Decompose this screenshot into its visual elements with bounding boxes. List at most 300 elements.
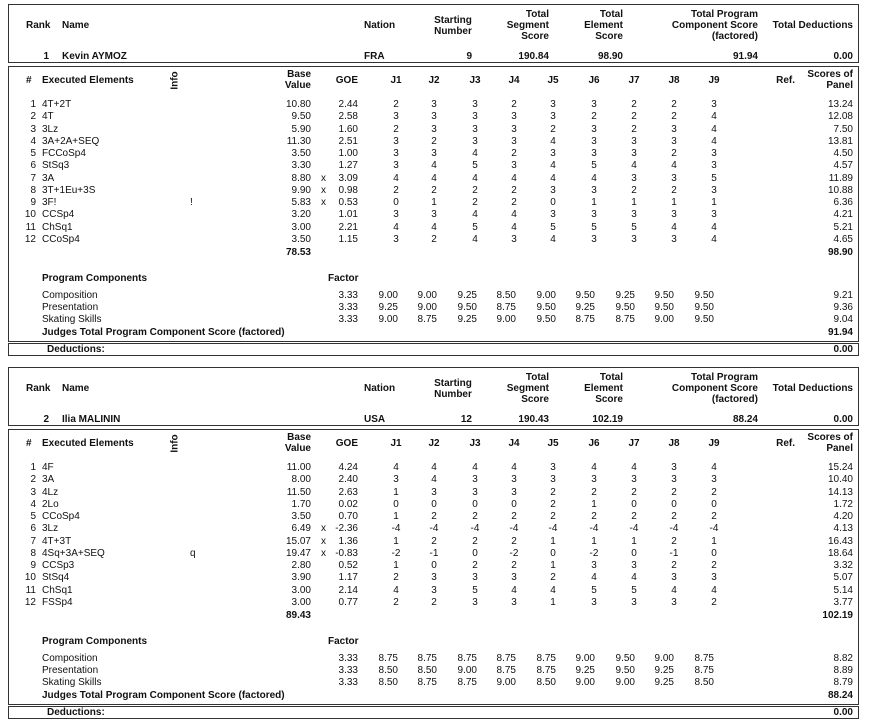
element-base-value: 3.20 — [291, 209, 311, 221]
pcs-total: 88.24 — [827, 690, 853, 701]
judge-goe: 3 — [472, 135, 478, 147]
element-name: FSSp4 — [42, 596, 73, 608]
pcs-header: (factored) — [711, 394, 758, 405]
component-mark: 8.75 — [694, 665, 714, 677]
judge-goe: 0 — [631, 498, 637, 510]
element-base-value: 3.30 — [291, 160, 311, 172]
rank-header: Rank — [26, 20, 51, 31]
pcs-header: Component Score — [671, 20, 758, 31]
element-name: FCCoSp4 — [42, 148, 86, 159]
element-number: 8 — [30, 547, 36, 559]
judge-goe: 5 — [591, 221, 597, 233]
judge-goe: 2 — [671, 560, 677, 571]
judge-goe: 3 — [393, 160, 399, 172]
element-base-value: 2.80 — [291, 560, 311, 571]
judge-goe: 4 — [393, 221, 399, 233]
element-number: 12 — [24, 233, 36, 245]
judge-goe: 4 — [511, 221, 517, 233]
judge-goe: 3 — [711, 99, 717, 110]
element-name: CCSp4 — [42, 209, 75, 221]
element-number: 5 — [30, 511, 36, 522]
element-goe: -2.36 — [335, 523, 358, 535]
judge-goe: 2 — [711, 511, 717, 522]
judge-goe: 3 — [511, 111, 517, 123]
judge-goe: 3 — [631, 596, 637, 608]
component-factor: 3.33 — [338, 302, 358, 314]
judge-goe: 5 — [591, 584, 597, 596]
judge-goe: 2 — [393, 123, 399, 135]
judge-goe: 3 — [711, 572, 717, 584]
judge-goe: 0 — [511, 498, 517, 510]
judge-goe: 4 — [671, 584, 677, 596]
component-factor: 3.33 — [338, 314, 358, 326]
element-name: 3Lz — [42, 523, 59, 535]
judge-goe: 3 — [631, 474, 637, 486]
base-value-header: Value — [284, 80, 311, 91]
judge-header: J5 — [547, 438, 559, 449]
rank-header: Rank — [26, 383, 51, 394]
name-header: Name — [62, 20, 90, 31]
component-mark: 9.00 — [654, 653, 674, 664]
element-name: CCSp3 — [42, 560, 75, 571]
starting-number-value: 9 — [466, 51, 472, 62]
judge-goe: 0 — [472, 498, 478, 510]
total-deductions-header: Total Deductions — [772, 20, 853, 31]
judge-goe: 3 — [431, 486, 437, 498]
element-number: 8 — [30, 184, 36, 196]
component-mark: 9.00 — [417, 302, 437, 314]
element-score: 7.50 — [833, 123, 853, 135]
judge-goe: 5 — [591, 160, 597, 172]
judge-goe: 3 — [431, 572, 437, 584]
judge-goe: 3 — [591, 148, 597, 159]
judge-goe: 3 — [511, 160, 517, 172]
judge-goe: 3 — [711, 148, 717, 159]
element-goe: 0.02 — [338, 498, 358, 510]
judge-goe: 3 — [511, 233, 517, 245]
goe-header: GOE — [335, 75, 358, 86]
judge-goe: 5 — [472, 584, 478, 596]
judge-goe: 4 — [511, 462, 517, 473]
judge-goe: 3 — [472, 486, 478, 498]
starting-number-header: Number — [434, 26, 472, 37]
judge-goe: 2 — [511, 148, 517, 159]
element-goe: 2.44 — [338, 99, 358, 110]
judge-header: J6 — [588, 438, 600, 449]
element-goe: 2.14 — [338, 584, 358, 596]
judge-goe: 3 — [431, 209, 437, 221]
judge-goe: 2 — [711, 560, 717, 571]
judge-goe: 3 — [511, 596, 517, 608]
judge-goe: 4 — [472, 172, 478, 184]
judge-goe: 3 — [671, 123, 677, 135]
component-mark: 9.50 — [654, 302, 674, 314]
judge-goe: 1 — [711, 535, 717, 547]
judge-goe: 4 — [631, 160, 637, 172]
component-mark: 9.50 — [536, 314, 556, 326]
component-mark: 8.75 — [417, 314, 437, 326]
judge-goe: 5 — [631, 221, 637, 233]
judge-goe: 2 — [711, 596, 717, 608]
component-mark: 9.50 — [615, 665, 635, 677]
component-mark: 8.75 — [694, 653, 714, 664]
nation-header: Nation — [364, 20, 396, 31]
judge-header: J4 — [508, 75, 520, 86]
component-factor: 3.33 — [338, 677, 358, 689]
base-value-header: Base — [287, 69, 311, 80]
judge-goe: 4 — [631, 572, 637, 584]
element-goe: 2.58 — [338, 111, 358, 123]
judge-goe: 0 — [393, 498, 399, 510]
judge-goe: 3 — [511, 135, 517, 147]
executed-elements-header: Executed Elements — [42, 438, 134, 449]
judge-header: J7 — [628, 75, 640, 86]
judge-goe: 2 — [472, 535, 478, 547]
deductions-label: Deductions: — [47, 707, 105, 718]
element-score: 4.50 — [833, 148, 853, 159]
component-mark: 9.50 — [615, 302, 635, 314]
judge-goe: 2 — [631, 123, 637, 135]
judge-goe: 0 — [711, 547, 717, 559]
name-header: Name — [62, 383, 90, 394]
element-number: 5 — [30, 148, 36, 159]
element-goe: 2.51 — [338, 135, 358, 147]
judge-goe: 2 — [472, 560, 478, 571]
element-number: 10 — [24, 572, 36, 584]
judge-goe: 4 — [671, 221, 677, 233]
ref-header: Ref. — [776, 75, 795, 86]
judge-goe: 3 — [631, 135, 637, 147]
judge-goe: 2 — [393, 596, 399, 608]
element-name: ChSq1 — [42, 584, 73, 596]
judge-goe: 5 — [472, 160, 478, 172]
judge-goe: 1 — [393, 511, 399, 522]
judge-goe: 1 — [393, 486, 399, 498]
element-goe: 3.09 — [338, 172, 358, 184]
element-name: 3T+1Eu+3S — [42, 184, 96, 196]
judge-goe: 4 — [511, 209, 517, 221]
rank-value: 2 — [43, 414, 49, 425]
judge-goe: 4 — [431, 172, 437, 184]
skater-name: Ilia MALININ — [62, 414, 121, 425]
element-score: 10.40 — [827, 474, 853, 486]
judge-goe: 2 — [671, 148, 677, 159]
judge-goe: 3 — [631, 172, 637, 184]
element-score: 14.13 — [827, 486, 853, 498]
judge-goe: 2 — [472, 511, 478, 522]
tes-value: 98.90 — [597, 51, 623, 62]
element-goe: 1.17 — [338, 572, 358, 584]
judge-goe: 3 — [550, 111, 556, 123]
info-header: Info — [169, 434, 181, 453]
element-number: 3 — [30, 123, 36, 135]
judge-goe: 3 — [472, 99, 478, 110]
judge-header: J9 — [708, 438, 720, 449]
element-number: 2 — [30, 474, 36, 486]
factor-header: Factor — [328, 273, 359, 284]
base-value-total: 89.43 — [285, 610, 311, 621]
component-mark: 9.00 — [417, 290, 437, 301]
component-mark: 9.00 — [496, 677, 516, 689]
element-name: StSq4 — [42, 572, 70, 584]
judge-goe: 3 — [591, 123, 597, 135]
judge-goe: 0 — [431, 498, 437, 510]
judge-goe: 3 — [671, 596, 677, 608]
pcs-value: 91.94 — [732, 51, 758, 62]
judge-goe: 3 — [550, 462, 556, 473]
judge-goe: 1 — [591, 498, 597, 510]
component-mark: 9.00 — [457, 665, 477, 677]
component-mark: 9.50 — [694, 314, 714, 326]
judge-goe: 3 — [711, 184, 717, 196]
element-goe: 1.60 — [338, 123, 358, 135]
deductions-box — [8, 343, 859, 356]
judge-goe: 0 — [393, 197, 399, 208]
tes-total: 98.90 — [827, 247, 853, 258]
num-header: # — [26, 438, 32, 449]
info-header: Info — [169, 71, 181, 90]
component-score: 9.04 — [833, 314, 853, 326]
deductions-total: 0.00 — [833, 707, 853, 718]
judge-goe: 3 — [393, 233, 399, 245]
judge-goe: 2 — [631, 486, 637, 498]
judge-goe: 4 — [631, 462, 637, 473]
judge-goe: 3 — [591, 99, 597, 110]
element-base-value: 3.00 — [291, 221, 311, 233]
element-score: 4.65 — [833, 233, 853, 245]
element-goe: 1.15 — [338, 233, 358, 245]
judge-goe: 4 — [591, 462, 597, 473]
component-mark: 8.50 — [536, 677, 556, 689]
judge-goe: 3 — [591, 596, 597, 608]
judge-header: J4 — [508, 438, 520, 449]
judge-header: J6 — [588, 75, 600, 86]
judge-goe: 3 — [431, 99, 437, 110]
element-score: 10.88 — [827, 184, 853, 196]
judge-goe: 2 — [550, 572, 556, 584]
judge-goe: 2 — [511, 99, 517, 110]
element-x-marker: x — [321, 523, 326, 535]
judge-goe: 3 — [393, 209, 399, 221]
judge-goe: -2 — [391, 547, 401, 559]
tss-value: 190.84 — [518, 51, 549, 62]
element-x-marker: x — [321, 197, 326, 208]
judge-goe: 4 — [511, 584, 517, 596]
judge-goe: -4 — [589, 523, 599, 535]
judge-goe: 2 — [631, 184, 637, 196]
judge-goe: 3 — [511, 486, 517, 498]
element-score: 1.72 — [833, 498, 853, 510]
element-number: 4 — [30, 135, 36, 147]
component-mark: 9.50 — [457, 302, 477, 314]
judge-goe: 2 — [511, 184, 517, 196]
component-mark: 9.00 — [575, 677, 595, 689]
judge-goe: -4 — [391, 523, 401, 535]
element-base-value: 3.50 — [291, 511, 311, 522]
element-name: 4T+2T — [42, 99, 72, 110]
judge-goe: 3 — [511, 474, 517, 486]
element-base-value: 3.50 — [291, 233, 311, 245]
component-mark: 9.25 — [378, 302, 398, 314]
scores-of-panel-header: Scores of — [807, 432, 853, 443]
judge-goe: 2 — [631, 111, 637, 123]
component-mark: 8.75 — [615, 314, 635, 326]
factor-header: Factor — [328, 636, 359, 647]
element-score: 13.81 — [827, 135, 853, 147]
element-name: 4Sq+3A+SEQ — [42, 547, 105, 559]
judge-goe: 2 — [671, 184, 677, 196]
judge-goe: 4 — [671, 160, 677, 172]
judge-goe: 3 — [711, 160, 717, 172]
tes-header: Score — [595, 31, 623, 42]
judge-goe: 4 — [550, 160, 556, 172]
judge-goe: 3 — [472, 474, 478, 486]
element-name: ChSq1 — [42, 221, 73, 233]
judge-goe: 2 — [472, 197, 478, 208]
component-score: 8.82 — [833, 653, 853, 664]
judge-goe: 5 — [711, 172, 717, 184]
judge-goe: 3 — [591, 135, 597, 147]
element-base-value: 11.50 — [286, 486, 311, 498]
element-score: 13.24 — [827, 99, 853, 110]
element-name: 3A — [42, 474, 55, 486]
judge-goe: 5 — [550, 221, 556, 233]
element-name: 3A — [42, 172, 55, 184]
base-value-total: 78.53 — [285, 247, 311, 258]
tss-header: Segment — [506, 383, 549, 394]
pcs-header: Total Program — [690, 372, 758, 383]
judge-goe: 1 — [550, 535, 556, 547]
tss-header: Total — [525, 9, 549, 20]
starting-number-value: 12 — [460, 414, 472, 425]
element-number: 12 — [24, 596, 36, 608]
judge-header: J1 — [390, 75, 402, 86]
pcs-header: Total Program — [690, 9, 758, 20]
judge-goe: 5 — [631, 584, 637, 596]
nation-value: USA — [364, 414, 386, 425]
element-base-value: 3.50 — [291, 148, 311, 159]
tes-header: Total — [599, 372, 623, 383]
judge-goe: -4 — [709, 523, 719, 535]
judge-goe: 4 — [511, 172, 517, 184]
judge-header: J1 — [390, 438, 402, 449]
element-score: 4.13 — [833, 523, 853, 535]
pcs-total: 91.94 — [827, 327, 853, 338]
element-goe: 1.00 — [338, 148, 358, 159]
judge-goe: -4 — [669, 523, 679, 535]
judge-goe: 2 — [393, 572, 399, 584]
judge-goe: 1 — [671, 197, 677, 208]
judge-header: J7 — [628, 438, 640, 449]
component-name: Composition — [42, 653, 98, 664]
judge-goe: 2 — [472, 184, 478, 196]
judge-goe: 4 — [591, 572, 597, 584]
judge-goe: 3 — [550, 474, 556, 486]
element-x-marker: x — [321, 547, 326, 559]
judge-goe: 2 — [511, 535, 517, 547]
element-score: 15.24 — [827, 462, 853, 473]
judge-goe: 2 — [671, 535, 677, 547]
judge-goe: -4 — [429, 523, 439, 535]
tes-value: 102.19 — [592, 414, 623, 425]
judge-goe: 4 — [711, 135, 717, 147]
component-mark: 9.25 — [654, 665, 674, 677]
judge-goe: 3 — [550, 209, 556, 221]
element-name: 4Lz — [42, 486, 59, 498]
element-goe: 2.21 — [338, 221, 358, 233]
element-base-value: 8.80 — [291, 172, 311, 184]
ref-header: Ref. — [776, 438, 795, 449]
judge-goe: 4 — [711, 462, 717, 473]
judge-goe: 2 — [631, 99, 637, 110]
skater-name: Kevin AYMOZ — [62, 51, 127, 62]
element-score: 16.43 — [827, 535, 853, 547]
element-base-value: 6.49 — [291, 523, 311, 535]
element-base-value: 19.47 — [285, 547, 311, 559]
element-base-value: 8.00 — [291, 474, 311, 486]
nation-value: FRA — [364, 51, 385, 62]
judge-goe: 2 — [550, 498, 556, 510]
component-mark: 9.00 — [378, 290, 398, 301]
component-mark: 8.75 — [417, 677, 437, 689]
tes-header: Score — [595, 394, 623, 405]
judge-goe: 3 — [431, 123, 437, 135]
component-factor: 3.33 — [338, 665, 358, 677]
component-mark: 8.75 — [457, 653, 477, 664]
element-goe: 2.40 — [338, 474, 358, 486]
judge-goe: 3 — [472, 572, 478, 584]
element-name: CCoSp4 — [42, 233, 80, 245]
judge-goe: 2 — [550, 511, 556, 522]
tes-header: Element — [584, 20, 623, 31]
judge-goe: 4 — [550, 233, 556, 245]
component-mark: 8.50 — [378, 677, 398, 689]
judge-goe: 3 — [711, 209, 717, 221]
component-mark: 9.25 — [575, 665, 595, 677]
element-number: 4 — [30, 498, 36, 510]
element-score: 3.77 — [833, 596, 853, 608]
tes-header: Total — [599, 9, 623, 20]
element-base-value: 9.90 — [291, 184, 311, 196]
element-number: 1 — [30, 462, 36, 473]
judges-total-label: Judges Total Program Component Score (factored) — [42, 327, 285, 338]
judge-goe: 3 — [671, 572, 677, 584]
element-name: 4F — [42, 462, 54, 473]
scores-of-panel-header: Panel — [826, 80, 853, 91]
component-mark: 8.75 — [575, 314, 595, 326]
element-base-value: 3.00 — [291, 596, 311, 608]
judge-goe: 2 — [671, 111, 677, 123]
judge-goe: 2 — [511, 511, 517, 522]
component-mark: 9.00 — [378, 314, 398, 326]
component-score: 8.79 — [833, 677, 853, 689]
judge-goe: 3 — [671, 209, 677, 221]
element-goe: 2.63 — [338, 486, 358, 498]
judge-goe: -4 — [509, 523, 519, 535]
judge-goe: 3 — [472, 123, 478, 135]
element-base-value: 1.70 — [291, 498, 311, 510]
nation-header: Nation — [364, 383, 396, 394]
deductions-box — [8, 706, 859, 719]
judge-goe: 4 — [393, 462, 399, 473]
judge-header: J9 — [708, 75, 720, 86]
element-score: 5.14 — [833, 584, 853, 596]
element-number: 11 — [25, 221, 36, 233]
tss-header: Segment — [506, 20, 549, 31]
component-mark: 8.50 — [378, 665, 398, 677]
rank-value: 1 — [43, 51, 49, 62]
component-mark: 9.50 — [654, 290, 674, 301]
